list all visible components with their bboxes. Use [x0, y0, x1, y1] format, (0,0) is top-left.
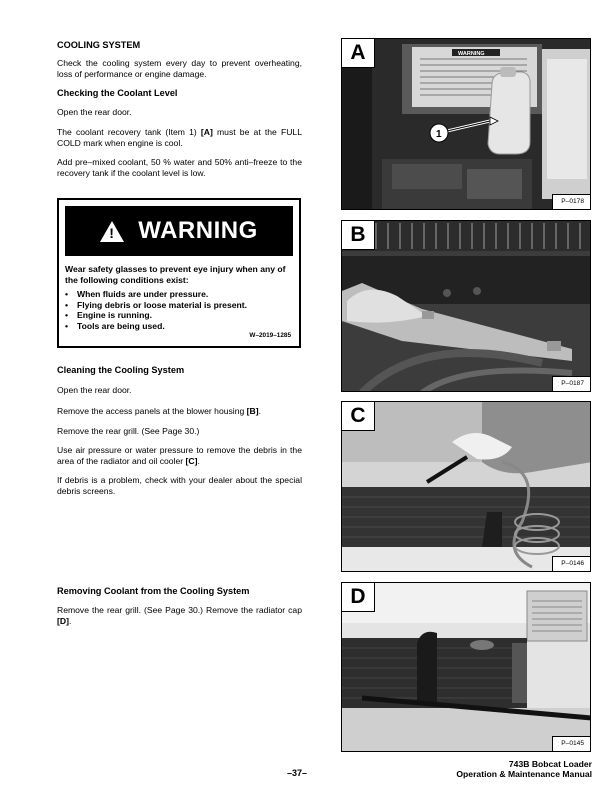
warning-code: W–2019–1285 [249, 332, 291, 339]
heading-removing-coolant: Removing Coolant from the Cooling System [57, 586, 250, 596]
heading-checking-coolant: Checking the Coolant Level [57, 88, 178, 98]
warning-title: WARNING [138, 217, 258, 244]
warning-item: • Engine is running. [65, 310, 291, 321]
footer-model: 743B Bobcat Loader [508, 759, 592, 769]
page-number: –37– [287, 768, 308, 778]
cleaning-step-3: Remove the rear grill. (See Page 30.) [57, 426, 200, 436]
intro-text: Check the cooling system every day to prevent overheating, loss of performance or engine damage. [57, 58, 302, 79]
callout-1: 1 [436, 129, 442, 140]
warning-triangle-icon: ! [100, 221, 124, 242]
warning-banner [65, 206, 293, 256]
photo-code-c: P–0146 [552, 556, 590, 571]
cleaning-step-1: Open the rear door. [57, 385, 132, 395]
warning-text: Wear safety glasses to prevent eye injury when any of the following conditions exist: [65, 264, 286, 285]
removing-step-1: Remove the rear grill. (See Page 30.) Remove the radiator cap [D]. [57, 605, 302, 626]
figure-ref-d: [D] [57, 615, 69, 626]
figure-ref-c: [C] [185, 455, 198, 466]
footer-manual-title [456, 759, 592, 779]
photo-code-a: P–0178 [552, 194, 590, 209]
footer-manual: Operation & Maintenance Manual [456, 769, 592, 779]
warning-item: • Tools are being used. [65, 321, 291, 332]
cleaning-step-5: If debris is a problem, check with your dealer about the special debris screens. [57, 475, 302, 496]
photo-label-c: C [342, 402, 375, 431]
photo-b-image [342, 221, 591, 392]
figure-ref-a: [A] [200, 127, 213, 137]
cleaning-step-2: Remove the access panels at the blower housing [B]. [57, 406, 261, 416]
photo-d-image [342, 583, 591, 752]
photo-a [341, 38, 591, 210]
checking-step-1: Open the rear door. [57, 107, 132, 117]
warning-list [65, 289, 291, 331]
photo-d [341, 582, 591, 752]
checking-step-3: Add pre–mixed coolant, 50 % water and 50% anti–freeze to the recovery tank if the coolant level is low. [57, 157, 302, 178]
photo-code-b: P–0187 [552, 376, 590, 391]
svg-text:WARNING: WARNING [458, 51, 485, 57]
figure-ref-b: [B] [246, 406, 259, 416]
photo-c-image [342, 402, 591, 572]
warning-item: • Flying debris or loose material is present. [65, 300, 291, 311]
photo-label-d: D [342, 583, 375, 612]
cleaning-step-4: Use air pressure or water pressure to remove the debris in the area of the radiator and oil cooler [C]. [57, 445, 302, 466]
photo-code-d: P–0145 [552, 736, 590, 751]
photo-label-b: B [342, 221, 375, 250]
checking-step-2: The coolant recovery tank (Item 1) [A] must be at the FULL COLD mark when engine is cool. [57, 127, 302, 148]
photo-c [341, 401, 591, 572]
photo-a-image [342, 39, 591, 210]
heading-cleaning: Cleaning the Cooling System [57, 365, 185, 375]
warning-box [57, 198, 301, 348]
photo-b [341, 220, 591, 392]
section-title: COOLING SYSTEM [57, 40, 141, 50]
photo-label-a: A [342, 39, 375, 68]
warning-item: • When fluids are under pressure. [65, 289, 291, 300]
